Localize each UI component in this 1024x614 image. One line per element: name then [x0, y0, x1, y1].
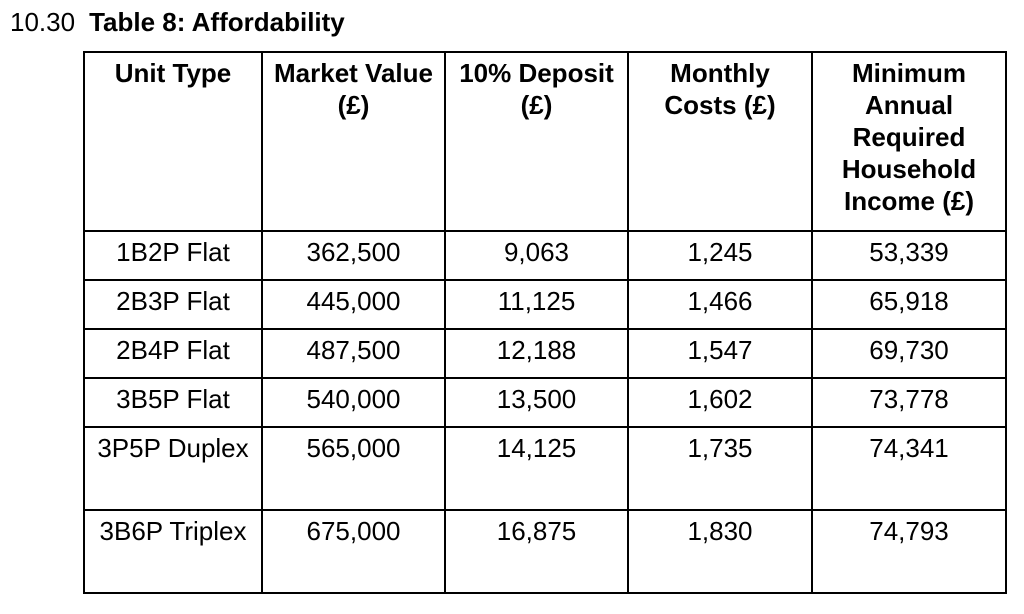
- cell-unit-type: 3B5P Flat: [84, 378, 262, 427]
- table-header-row: [84, 52, 1006, 231]
- header-deposit: 10% Deposit (£): [445, 52, 628, 231]
- section-heading: [10, 6, 345, 38]
- cell-deposit: 13,500: [445, 378, 628, 427]
- affordability-table: [83, 51, 1007, 594]
- cell-deposit: 11,125: [445, 280, 628, 329]
- cell-deposit: 12,188: [445, 329, 628, 378]
- cell-monthly-costs: 1,735: [628, 427, 812, 510]
- cell-minimum-income: 65,918: [812, 280, 1006, 329]
- table-title: Table 8: Affordability: [89, 7, 345, 37]
- cell-unit-type: 3P5P Duplex: [84, 427, 262, 510]
- cell-market-value: 565,000: [262, 427, 445, 510]
- section-number: 10.30: [10, 7, 76, 37]
- cell-minimum-income: 73,778: [812, 378, 1006, 427]
- cell-unit-type: 2B4P Flat: [84, 329, 262, 378]
- cell-market-value: 445,000: [262, 280, 445, 329]
- cell-market-value: 487,500: [262, 329, 445, 378]
- cell-unit-type: 1B2P Flat: [84, 231, 262, 280]
- cell-deposit: 9,063: [445, 231, 628, 280]
- cell-unit-type: 2B3P Flat: [84, 280, 262, 329]
- cell-deposit: 16,875: [445, 510, 628, 593]
- cell-minimum-income: 53,339: [812, 231, 1006, 280]
- table-row: [84, 231, 1006, 280]
- table-row: [84, 280, 1006, 329]
- cell-monthly-costs: 1,245: [628, 231, 812, 280]
- cell-monthly-costs: 1,466: [628, 280, 812, 329]
- cell-market-value: 675,000: [262, 510, 445, 593]
- cell-deposit: 14,125: [445, 427, 628, 510]
- header-unit-type: Unit Type: [84, 52, 262, 231]
- cell-minimum-income: 74,793: [812, 510, 1006, 593]
- cell-minimum-income: 69,730: [812, 329, 1006, 378]
- table-row: [84, 427, 1006, 510]
- cell-unit-type: 3B6P Triplex: [84, 510, 262, 593]
- cell-market-value: 540,000: [262, 378, 445, 427]
- table-row: [84, 329, 1006, 378]
- header-monthly-costs: Monthly Costs (£): [628, 52, 812, 231]
- header-minimum-income: Minimum Annual Required Household Income (£): [812, 52, 1006, 231]
- cell-minimum-income: 74,341: [812, 427, 1006, 510]
- cell-monthly-costs: 1,602: [628, 378, 812, 427]
- cell-market-value: 362,500: [262, 231, 445, 280]
- table-row: [84, 378, 1006, 427]
- header-market-value: Market Value (£): [262, 52, 445, 231]
- cell-monthly-costs: 1,547: [628, 329, 812, 378]
- table-row: [84, 510, 1006, 593]
- cell-monthly-costs: 1,830: [628, 510, 812, 593]
